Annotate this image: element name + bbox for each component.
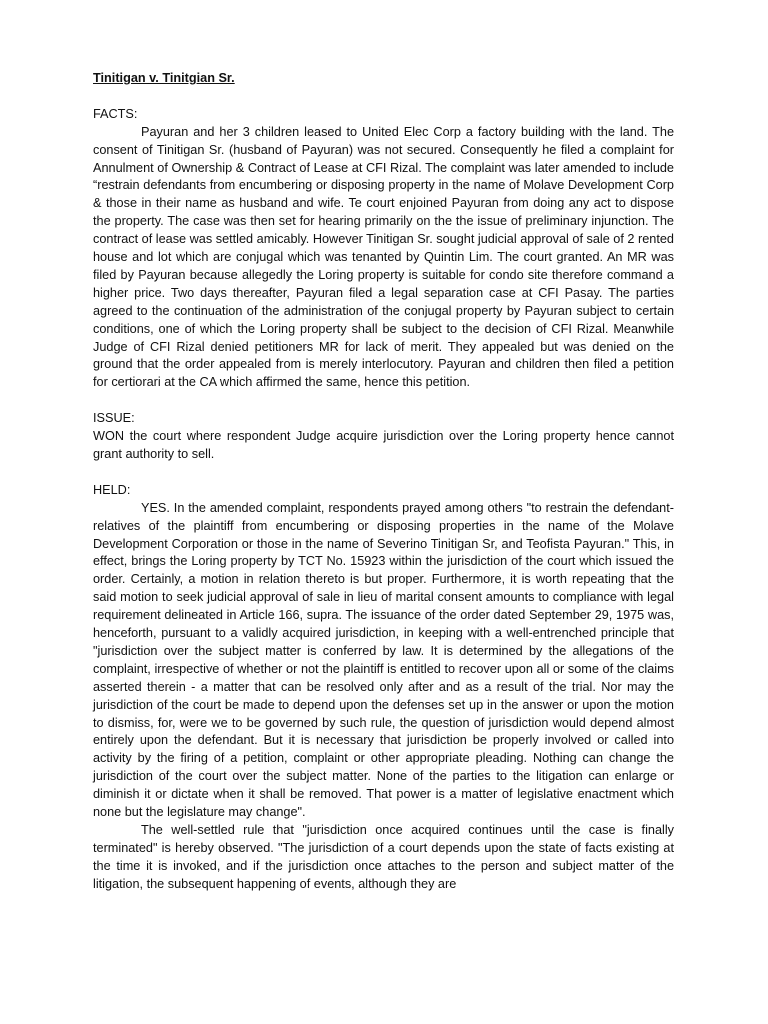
facts-paragraph: Payuran and her 3 children leased to United Elec Corp a factory building with the land. The consent of Tinitigan Sr. (husband of Payuran) was not secured. Consequently he filed a complaint for Annulment of Ownership & Contract of Lease at CFI Rizal. The complaint was later amended to include “restrain defendants from encumbering or disposing property in the name of Molave Development Corp & those in their name as husband and wife. Te court enjoined Payuran from doing any act to dispose the property. The case was then set for hearing primarily on the the issue of preliminary injunction. The contract of lease was settled amicably. However Tinitigan Sr. sought judicial approval of sale of 2 rented house and lot which are conjugal which was tenanted by Quintin Lim. The court granted. An MR was filed by Payuran because allegedly the Loring property is suitable for condo site therefore command a higher price. Two days thereafter, Payuran filed a legal separation case at CFI Pasay. The parties agreed to the continuation of the administration of the conjugal property by Payuran subject to certain conditions, one of which the Loring property shall be subject to the decision of CFI Rizal. Meanwhile Judge of CFI Rizal denied petitioners MR for lack of merit. They appealed but was denied on the ground that the order appealed from is merely interlocutory. Payuran and children then filed a petition for certiorari at the CA which affirmed the same, hence this petition.	[93, 124, 674, 390]
case-title: Tinitigan v. Tinitgian Sr.	[93, 71, 235, 85]
facts-heading: FACTS:	[93, 106, 138, 121]
issue-paragraph: WON the court where respondent Judge acquire jurisdiction over the Loring property hence cannot grant authority to sell.	[93, 429, 674, 461]
held-paragraph-1: YES. In the amended complaint, respondents prayed among others "to restrain the defendant-relatives of the plaintiff from encumbering or disposing properties in the name of the Molave Development Corporation or those in the name of Severino Tinitigan Sr, and Teofista Payuran." This, in effect, brings the Loring property by TCT No. 15923 within the jurisdiction of the court which issued the order. Certainly, a motion in relation thereto is but proper. Furthermore, it is worth repeating that the said motion to seek judicial approval of sale in lieu of marital consent amounts to compliance with legal requirement delineated in Article 166, supra. The issuance of the order dated September 29, 1975 was, henceforth, pursuant to a validly acquired jurisdiction, in keeping with a well-entrenched principle that "jurisdiction over the subject matter is conferred by law. It is determined by the allegations of the complaint, irrespective of whether or not the plaintiff is entitled to recover upon all or some of the claims asserted therein - a matter that can be resolved only after and as a result of the trial. Nor may the jurisdiction of the court be made to depend upon the defenses set up in the answer or upon the motion to dismiss, for, were we to be governed by such rule, the question of jurisdiction would depend almost entirely upon the defendant. But it is necessary that jurisdiction be properly involved or called into activity by the firing of a petition, complaint or other appropriate pleading. Nothing can change the jurisdiction of the court over the subject matter. None of the parties to the litigation can enlarge or diminish it or dictate when it shall be removed. That power is a matter of legislative enactment which none but the legislature may change".	[93, 500, 674, 820]
held-paragraph-2: The well-settled rule that "jurisdiction once acquired continues until the case is finally terminated" is hereby observed. "The jurisdiction of a court depends upon the state of facts existing at the time it is invoked, and if the jurisdiction once attaches to the person and subject matter of the litigation, the subsequent happening of events, although they are	[93, 823, 674, 891]
document-page	[93, 70, 674, 894]
held-heading: HELD:	[93, 482, 131, 497]
issue-heading: ISSUE:	[93, 411, 135, 426]
